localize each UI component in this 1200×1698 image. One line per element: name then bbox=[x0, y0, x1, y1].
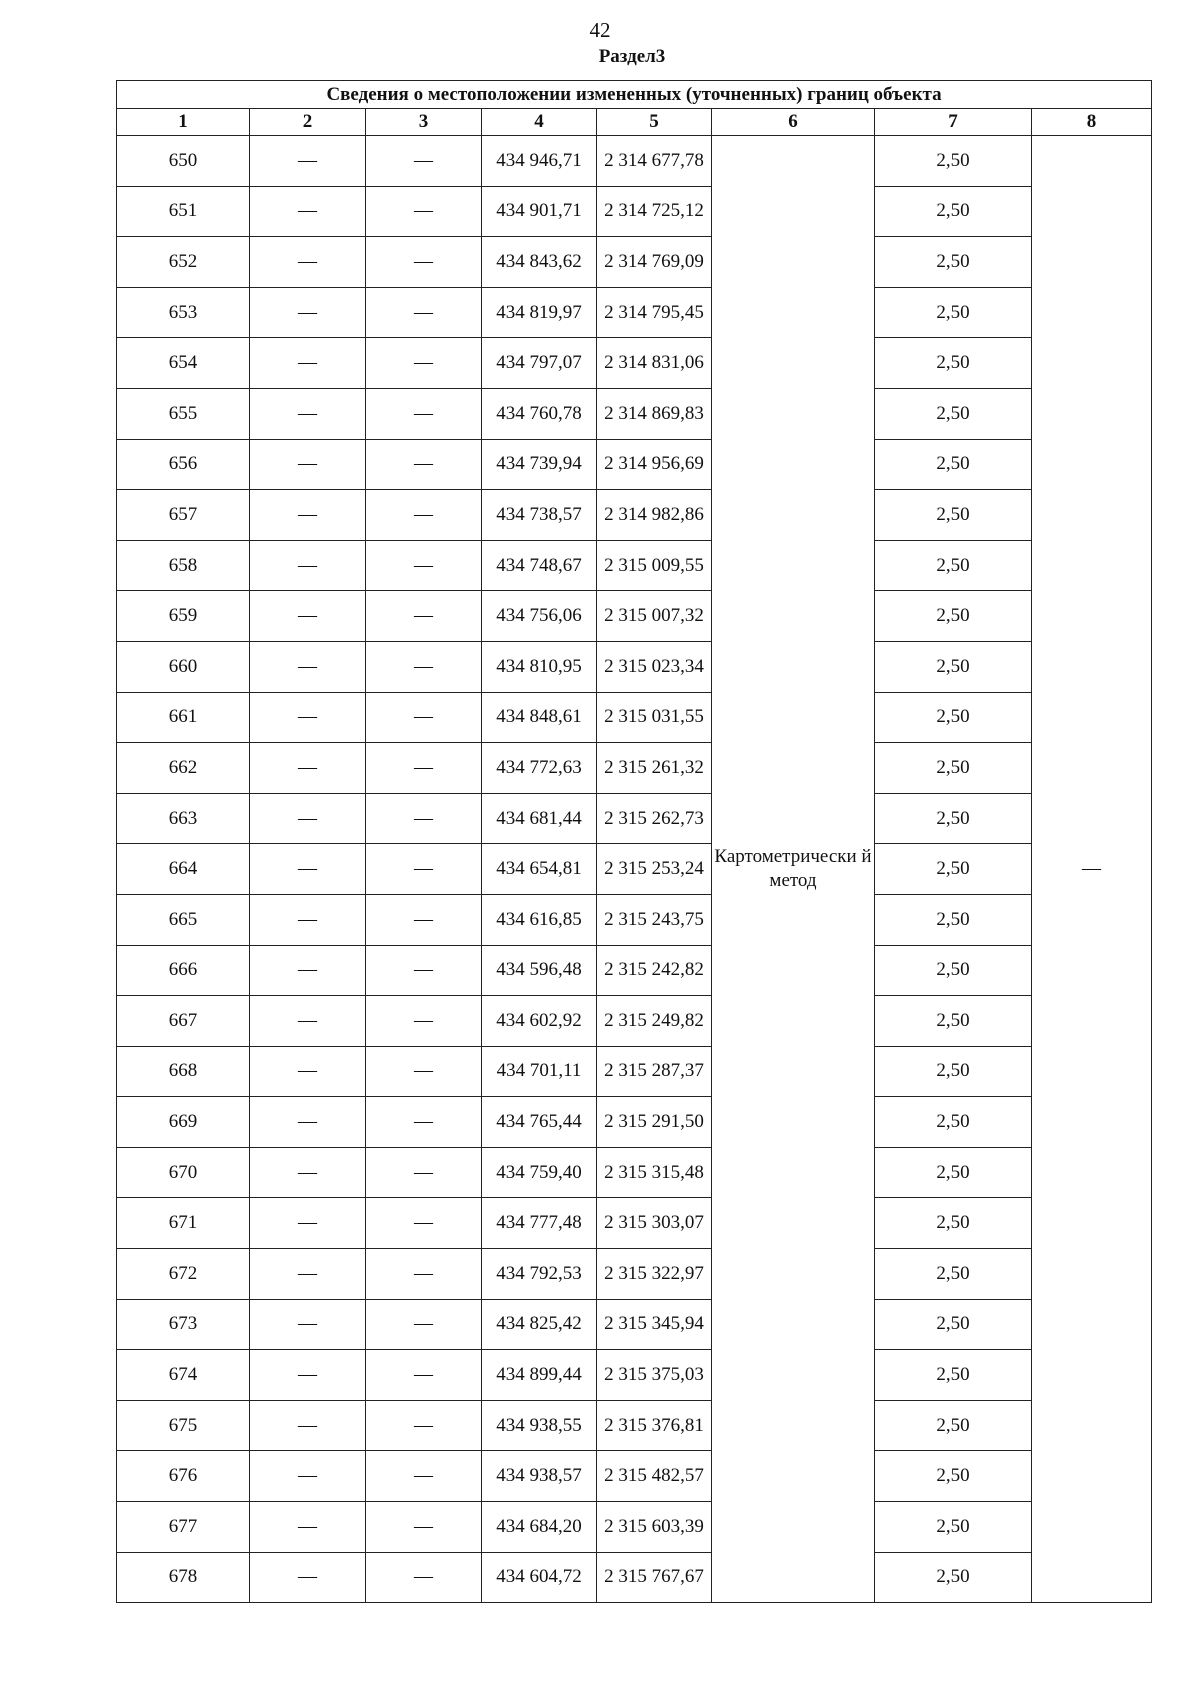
point-number-cell: 673 bbox=[117, 1299, 250, 1350]
table-row bbox=[117, 1249, 1152, 1300]
column-3-cell: — bbox=[366, 490, 482, 541]
coordinate-x-cell: 434 848,61 bbox=[482, 692, 597, 743]
point-number-cell: 670 bbox=[117, 1147, 250, 1198]
coordinate-y-cell: 2 315 767,67 bbox=[597, 1552, 712, 1603]
coordinate-y-cell: 2 315 023,34 bbox=[597, 641, 712, 692]
column-3-cell: — bbox=[366, 996, 482, 1047]
point-number-cell: 655 bbox=[117, 388, 250, 439]
point-number-cell: 667 bbox=[117, 996, 250, 1047]
column-2-cell: — bbox=[250, 591, 366, 642]
column-3-cell: — bbox=[366, 136, 482, 187]
column-2-cell: — bbox=[250, 287, 366, 338]
coordinate-y-cell: 2 315 243,75 bbox=[597, 894, 712, 945]
column-3-cell: — bbox=[366, 1299, 482, 1350]
column-3-cell: — bbox=[366, 945, 482, 996]
accuracy-cell: 2,50 bbox=[875, 1198, 1032, 1249]
coordinate-y-cell: 2 315 345,94 bbox=[597, 1299, 712, 1350]
coordinate-y-cell: 2 315 315,48 bbox=[597, 1147, 712, 1198]
coordinate-y-cell: 2 315 291,50 bbox=[597, 1097, 712, 1148]
column-8-cell: — bbox=[1032, 136, 1152, 1603]
column-2-cell: — bbox=[250, 388, 366, 439]
column-3-cell: — bbox=[366, 1502, 482, 1553]
coordinate-y-cell: 2 315 261,32 bbox=[597, 743, 712, 794]
coordinate-x-cell: 434 604,72 bbox=[482, 1552, 597, 1603]
coordinate-y-cell: 2 315 603,39 bbox=[597, 1502, 712, 1553]
accuracy-cell: 2,50 bbox=[875, 1502, 1032, 1553]
coordinate-x-cell: 434 777,48 bbox=[482, 1198, 597, 1249]
column-2-cell: — bbox=[250, 945, 366, 996]
point-number-cell: 663 bbox=[117, 793, 250, 844]
point-number-cell: 654 bbox=[117, 338, 250, 389]
column-header: 1 bbox=[117, 109, 250, 136]
coordinate-x-cell: 434 797,07 bbox=[482, 338, 597, 389]
coordinate-x-cell: 434 843,62 bbox=[482, 237, 597, 288]
column-2-cell: — bbox=[250, 743, 366, 794]
table-row bbox=[117, 1552, 1152, 1603]
accuracy-cell: 2,50 bbox=[875, 945, 1032, 996]
table-row bbox=[117, 591, 1152, 642]
accuracy-cell: 2,50 bbox=[875, 287, 1032, 338]
column-2-cell: — bbox=[250, 844, 366, 895]
page-number: 42 bbox=[589, 18, 611, 42]
coordinate-y-cell: 2 314 725,12 bbox=[597, 186, 712, 237]
coordinate-y-cell: 2 314 982,86 bbox=[597, 490, 712, 541]
accuracy-cell: 2,50 bbox=[875, 641, 1032, 692]
column-header: 2 bbox=[250, 109, 366, 136]
point-number-cell: 651 bbox=[117, 186, 250, 237]
point-number-cell: 658 bbox=[117, 540, 250, 591]
coordinate-x-cell: 434 738,57 bbox=[482, 490, 597, 541]
column-3-cell: — bbox=[366, 186, 482, 237]
table-row bbox=[117, 287, 1152, 338]
coordinate-x-cell: 434 899,44 bbox=[482, 1350, 597, 1401]
coordinate-x-cell: 434 810,95 bbox=[482, 641, 597, 692]
table-row bbox=[117, 1502, 1152, 1553]
table-row bbox=[117, 692, 1152, 743]
accuracy-cell: 2,50 bbox=[875, 793, 1032, 844]
point-number-cell: 669 bbox=[117, 1097, 250, 1148]
column-3-cell: — bbox=[366, 743, 482, 794]
column-2-cell: — bbox=[250, 1097, 366, 1148]
coordinate-x-cell: 434 825,42 bbox=[482, 1299, 597, 1350]
accuracy-cell: 2,50 bbox=[875, 439, 1032, 490]
column-header-row bbox=[117, 109, 1152, 136]
coordinate-x-cell: 434 759,40 bbox=[482, 1147, 597, 1198]
column-3-cell: — bbox=[366, 1046, 482, 1097]
coordinate-y-cell: 2 315 253,24 bbox=[597, 844, 712, 895]
coordinate-x-cell: 434 616,85 bbox=[482, 894, 597, 945]
point-number-cell: 662 bbox=[117, 743, 250, 794]
accuracy-cell: 2,50 bbox=[875, 490, 1032, 541]
point-number-cell: 650 bbox=[117, 136, 250, 187]
column-2-cell: — bbox=[250, 1046, 366, 1097]
boundary-coordinates-table bbox=[116, 80, 1152, 1603]
coordinate-y-cell: 2 314 769,09 bbox=[597, 237, 712, 288]
column-3-cell: — bbox=[366, 1198, 482, 1249]
column-2-cell: — bbox=[250, 1249, 366, 1300]
accuracy-cell: 2,50 bbox=[875, 894, 1032, 945]
coordinate-x-cell: 434 684,20 bbox=[482, 1502, 597, 1553]
coordinate-y-cell: 2 315 376,81 bbox=[597, 1400, 712, 1451]
coordinate-x-cell: 434 602,92 bbox=[482, 996, 597, 1047]
accuracy-cell: 2,50 bbox=[875, 1147, 1032, 1198]
coordinate-x-cell: 434 901,71 bbox=[482, 186, 597, 237]
column-3-cell: — bbox=[366, 1249, 482, 1300]
column-2-cell: — bbox=[250, 641, 366, 692]
point-number-cell: 674 bbox=[117, 1350, 250, 1401]
coordinate-x-cell: 434 748,67 bbox=[482, 540, 597, 591]
column-2-cell: — bbox=[250, 692, 366, 743]
accuracy-cell: 2,50 bbox=[875, 743, 1032, 794]
point-number-cell: 678 bbox=[117, 1552, 250, 1603]
table-caption: Сведения о местоположении измененных (уточненных) границ объекта bbox=[117, 81, 1152, 109]
table-row bbox=[117, 1046, 1152, 1097]
coordinate-x-cell: 434 938,57 bbox=[482, 1451, 597, 1502]
column-header: 5 bbox=[597, 109, 712, 136]
accuracy-cell: 2,50 bbox=[875, 844, 1032, 895]
coordinate-y-cell: 2 315 303,07 bbox=[597, 1198, 712, 1249]
table-row bbox=[117, 1147, 1152, 1198]
column-3-cell: — bbox=[366, 439, 482, 490]
table-row bbox=[117, 439, 1152, 490]
table-row bbox=[117, 237, 1152, 288]
table-row bbox=[117, 338, 1152, 389]
accuracy-cell: 2,50 bbox=[875, 1046, 1032, 1097]
point-number-cell: 676 bbox=[117, 1451, 250, 1502]
table-row bbox=[117, 490, 1152, 541]
column-2-cell: — bbox=[250, 1451, 366, 1502]
coordinate-y-cell: 2 315 375,03 bbox=[597, 1350, 712, 1401]
column-3-cell: — bbox=[366, 338, 482, 389]
point-number-cell: 652 bbox=[117, 237, 250, 288]
table-row bbox=[117, 1097, 1152, 1148]
point-number-cell: 660 bbox=[117, 641, 250, 692]
table-row bbox=[117, 641, 1152, 692]
table-row bbox=[117, 540, 1152, 591]
coordinate-x-cell: 434 596,48 bbox=[482, 945, 597, 996]
coordinate-y-cell: 2 315 242,82 bbox=[597, 945, 712, 996]
coordinate-y-cell: 2 315 482,57 bbox=[597, 1451, 712, 1502]
column-3-cell: — bbox=[366, 1097, 482, 1148]
accuracy-cell: 2,50 bbox=[875, 692, 1032, 743]
column-3-cell: — bbox=[366, 1400, 482, 1451]
column-header: 8 bbox=[1032, 109, 1152, 136]
point-number-cell: 656 bbox=[117, 439, 250, 490]
coordinate-y-cell: 2 314 956,69 bbox=[597, 439, 712, 490]
coordinate-x-cell: 434 654,81 bbox=[482, 844, 597, 895]
column-3-cell: — bbox=[366, 1147, 482, 1198]
coordinate-y-cell: 2 314 869,83 bbox=[597, 388, 712, 439]
column-2-cell: — bbox=[250, 439, 366, 490]
column-2-cell: — bbox=[250, 186, 366, 237]
column-3-cell: — bbox=[366, 540, 482, 591]
coordinate-y-cell: 2 314 677,78 bbox=[597, 136, 712, 187]
coordinate-y-cell: 2 314 795,45 bbox=[597, 287, 712, 338]
column-3-cell: — bbox=[366, 388, 482, 439]
accuracy-cell: 2,50 bbox=[875, 388, 1032, 439]
coordinate-y-cell: 2 314 831,06 bbox=[597, 338, 712, 389]
table-row bbox=[117, 793, 1152, 844]
table-row bbox=[117, 1350, 1152, 1401]
accuracy-cell: 2,50 bbox=[875, 136, 1032, 187]
coordinate-y-cell: 2 315 031,55 bbox=[597, 692, 712, 743]
coordinate-x-cell: 434 739,94 bbox=[482, 439, 597, 490]
point-number-cell: 677 bbox=[117, 1502, 250, 1553]
accuracy-cell: 2,50 bbox=[875, 1552, 1032, 1603]
section-title: Раздел3 bbox=[598, 46, 666, 67]
coordinate-y-cell: 2 315 287,37 bbox=[597, 1046, 712, 1097]
table-row bbox=[117, 136, 1152, 187]
accuracy-cell: 2,50 bbox=[875, 237, 1032, 288]
column-3-cell: — bbox=[366, 844, 482, 895]
coordinate-x-cell: 434 792,53 bbox=[482, 1249, 597, 1300]
column-header: 4 bbox=[482, 109, 597, 136]
column-3-cell: — bbox=[366, 793, 482, 844]
column-header: 6 bbox=[712, 109, 875, 136]
column-2-cell: — bbox=[250, 996, 366, 1047]
column-2-cell: — bbox=[250, 237, 366, 288]
point-number-cell: 664 bbox=[117, 844, 250, 895]
column-3-cell: — bbox=[366, 591, 482, 642]
coordinate-x-cell: 434 819,97 bbox=[482, 287, 597, 338]
table-row bbox=[117, 388, 1152, 439]
column-2-cell: — bbox=[250, 1350, 366, 1401]
column-2-cell: — bbox=[250, 1502, 366, 1553]
point-number-cell: 665 bbox=[117, 894, 250, 945]
column-2-cell: — bbox=[250, 1299, 366, 1350]
coordinate-y-cell: 2 315 007,32 bbox=[597, 591, 712, 642]
point-number-cell: 661 bbox=[117, 692, 250, 743]
table-row bbox=[117, 743, 1152, 794]
point-number-cell: 675 bbox=[117, 1400, 250, 1451]
column-header: 3 bbox=[366, 109, 482, 136]
accuracy-cell: 2,50 bbox=[875, 1400, 1032, 1451]
column-3-cell: — bbox=[366, 1552, 482, 1603]
column-3-cell: — bbox=[366, 641, 482, 692]
column-2-cell: — bbox=[250, 894, 366, 945]
coordinate-x-cell: 434 681,44 bbox=[482, 793, 597, 844]
point-number-cell: 671 bbox=[117, 1198, 250, 1249]
accuracy-cell: 2,50 bbox=[875, 1249, 1032, 1300]
table-row bbox=[117, 945, 1152, 996]
column-2-cell: — bbox=[250, 136, 366, 187]
point-number-cell: 666 bbox=[117, 945, 250, 996]
coordinate-x-cell: 434 701,11 bbox=[482, 1046, 597, 1097]
accuracy-cell: 2,50 bbox=[875, 186, 1032, 237]
column-3-cell: — bbox=[366, 894, 482, 945]
table-row bbox=[117, 186, 1152, 237]
method-cell: Картометрически й метод bbox=[712, 136, 875, 1603]
column-2-cell: — bbox=[250, 1198, 366, 1249]
coordinate-x-cell: 434 772,63 bbox=[482, 743, 597, 794]
column-2-cell: — bbox=[250, 1552, 366, 1603]
coordinate-y-cell: 2 315 262,73 bbox=[597, 793, 712, 844]
accuracy-cell: 2,50 bbox=[875, 1097, 1032, 1148]
table-row bbox=[117, 894, 1152, 945]
table-row bbox=[117, 1400, 1152, 1451]
column-2-cell: — bbox=[250, 793, 366, 844]
coordinate-y-cell: 2 315 009,55 bbox=[597, 540, 712, 591]
coordinate-x-cell: 434 946,71 bbox=[482, 136, 597, 187]
column-3-cell: — bbox=[366, 692, 482, 743]
coordinate-y-cell: 2 315 249,82 bbox=[597, 996, 712, 1047]
table-row bbox=[117, 1299, 1152, 1350]
column-2-cell: — bbox=[250, 1400, 366, 1451]
accuracy-cell: 2,50 bbox=[875, 591, 1032, 642]
point-number-cell: 668 bbox=[117, 1046, 250, 1097]
column-3-cell: — bbox=[366, 1350, 482, 1401]
accuracy-cell: 2,50 bbox=[875, 338, 1032, 389]
column-2-cell: — bbox=[250, 490, 366, 541]
column-3-cell: — bbox=[366, 287, 482, 338]
coordinate-y-cell: 2 315 322,97 bbox=[597, 1249, 712, 1300]
accuracy-cell: 2,50 bbox=[875, 1451, 1032, 1502]
point-number-cell: 672 bbox=[117, 1249, 250, 1300]
point-number-cell: 659 bbox=[117, 591, 250, 642]
column-3-cell: — bbox=[366, 1451, 482, 1502]
table-row bbox=[117, 844, 1152, 895]
table-body bbox=[117, 136, 1152, 1603]
accuracy-cell: 2,50 bbox=[875, 540, 1032, 591]
accuracy-cell: 2,50 bbox=[875, 1350, 1032, 1401]
column-2-cell: — bbox=[250, 1147, 366, 1198]
point-number-cell: 657 bbox=[117, 490, 250, 541]
column-header: 7 bbox=[875, 109, 1032, 136]
coordinate-x-cell: 434 938,55 bbox=[482, 1400, 597, 1451]
accuracy-cell: 2,50 bbox=[875, 1299, 1032, 1350]
column-2-cell: — bbox=[250, 540, 366, 591]
coordinate-x-cell: 434 756,06 bbox=[482, 591, 597, 642]
coordinate-x-cell: 434 765,44 bbox=[482, 1097, 597, 1148]
table-row bbox=[117, 1198, 1152, 1249]
column-3-cell: — bbox=[366, 237, 482, 288]
table-row bbox=[117, 1451, 1152, 1502]
point-number-cell: 653 bbox=[117, 287, 250, 338]
coordinate-x-cell: 434 760,78 bbox=[482, 388, 597, 439]
column-2-cell: — bbox=[250, 338, 366, 389]
accuracy-cell: 2,50 bbox=[875, 996, 1032, 1047]
table-row bbox=[117, 996, 1152, 1047]
